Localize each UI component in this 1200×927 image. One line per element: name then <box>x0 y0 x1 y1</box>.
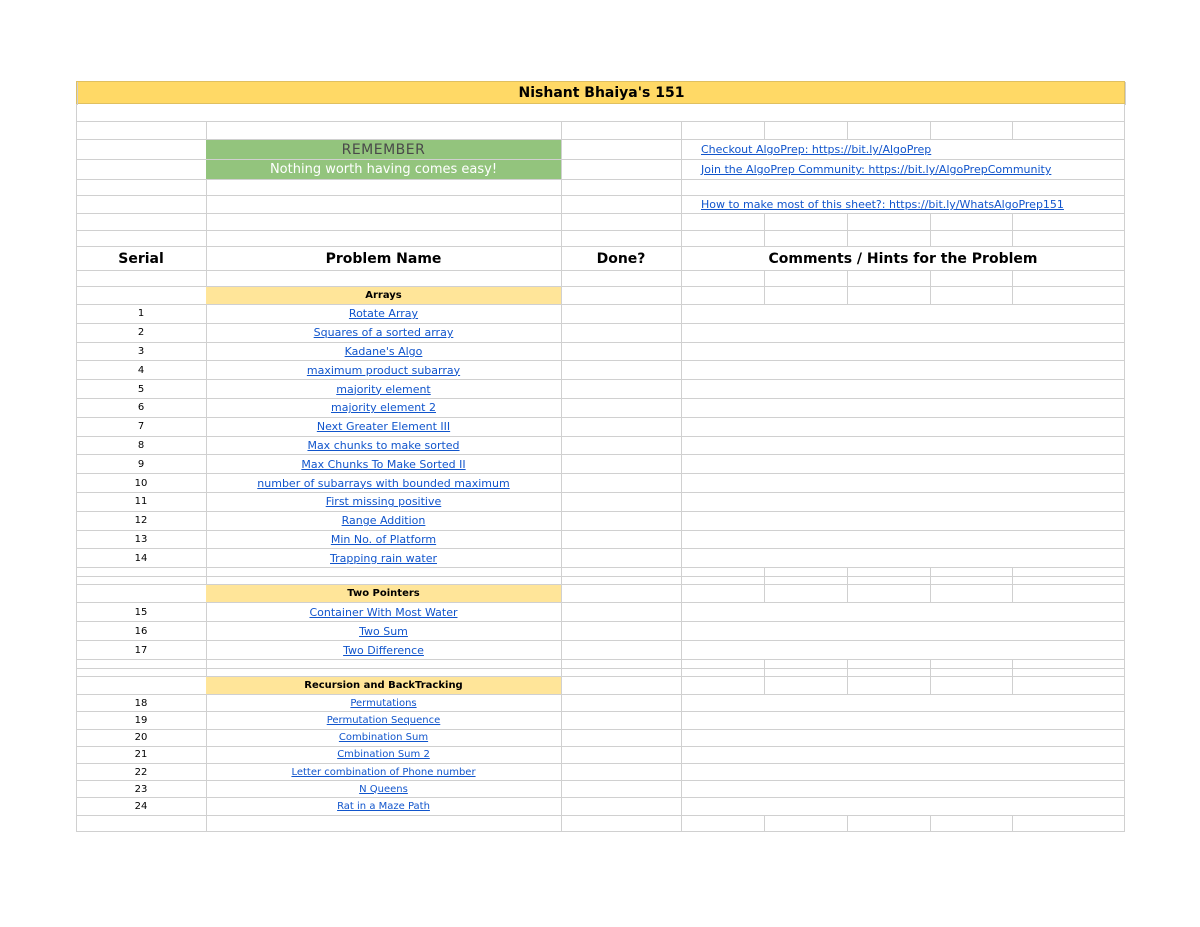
problem-link-cell <box>206 549 561 567</box>
empty-row <box>76 104 1125 122</box>
problem-row <box>76 712 1125 729</box>
grid-line <box>561 122 562 140</box>
problem-serial: 4 <box>137 364 145 376</box>
empty-row <box>76 568 1125 577</box>
problem-link[interactable]: majority element 2 <box>331 401 436 415</box>
remember-heading: REMEMBER <box>206 140 561 159</box>
problem-row <box>76 437 1125 456</box>
grid-line <box>561 568 562 577</box>
problem-link[interactable]: First missing positive <box>325 495 442 509</box>
community-link-cell <box>681 160 1125 179</box>
problem-link[interactable]: Permutation Sequence <box>326 714 441 726</box>
problem-serial: 16 <box>134 625 148 637</box>
problem-link-cell <box>206 493 561 511</box>
comment-cell[interactable] <box>681 343 1125 361</box>
grid-line <box>681 231 682 247</box>
grid-line <box>76 196 77 214</box>
grid-line <box>930 660 931 669</box>
grid-line <box>561 231 562 247</box>
problem-serial: 3 <box>137 345 145 357</box>
grid-line <box>561 585 562 603</box>
problem-link[interactable]: Cmbination Sum 2 <box>337 749 430 761</box>
grid-line <box>764 816 765 832</box>
problem-row <box>76 493 1125 512</box>
problem-row <box>76 549 1125 568</box>
problem-link-cell <box>206 324 561 342</box>
grid-line <box>1124 669 1125 677</box>
grid-line <box>1124 180 1125 196</box>
grid-line <box>1124 104 1125 122</box>
done-cell[interactable] <box>561 695 681 711</box>
grid-line <box>1012 271 1013 287</box>
problem-serial: 6 <box>137 402 145 414</box>
grid-line <box>847 287 848 305</box>
problem-serial: 22 <box>134 766 148 778</box>
grid-line <box>930 669 931 677</box>
column-header-row <box>76 247 1125 271</box>
grid-line <box>930 287 931 305</box>
done-cell[interactable] <box>561 324 681 342</box>
grid-line <box>1012 816 1013 832</box>
grid-line <box>681 677 682 695</box>
grid-line <box>930 214 931 231</box>
grid-line <box>1012 231 1013 247</box>
problem-link-cell <box>206 695 561 711</box>
grid-line <box>561 140 562 160</box>
grid-line <box>847 660 848 669</box>
problem-serial: 2 <box>137 327 145 339</box>
grid-line <box>1012 669 1013 677</box>
grid-line <box>206 669 207 677</box>
comment-cell[interactable] <box>681 747 1125 763</box>
empty-row <box>76 214 1125 231</box>
grid-line <box>1124 231 1125 247</box>
grid-line <box>1124 568 1125 577</box>
grid-line <box>1124 122 1125 140</box>
done-cell[interactable] <box>561 380 681 398</box>
grid-line <box>847 271 848 287</box>
problem-link-cell <box>206 730 561 746</box>
grid-line <box>206 816 207 832</box>
done-cell[interactable] <box>561 512 681 530</box>
algoprep-link-cell <box>681 140 1125 159</box>
grid-line <box>561 677 562 695</box>
empty-row <box>76 577 1125 585</box>
problem-link-cell <box>206 305 561 323</box>
problem-row <box>76 343 1125 362</box>
done-cell[interactable] <box>561 549 681 567</box>
grid-line <box>76 160 77 180</box>
empty-row <box>76 669 1125 677</box>
problem-serial: 12 <box>134 515 148 527</box>
problem-row <box>76 781 1125 798</box>
problem-link[interactable]: Rat in a Maze Path <box>337 800 430 812</box>
grid-line <box>1124 816 1125 832</box>
empty-row <box>76 180 1125 196</box>
done-cell[interactable] <box>561 437 681 455</box>
problem-row <box>76 695 1125 712</box>
problem-link-cell <box>206 747 561 763</box>
problem-link[interactable]: Trapping rain water <box>330 551 437 565</box>
comment-cell[interactable] <box>681 695 1125 711</box>
grid-line <box>206 271 207 287</box>
problem-link-cell <box>206 380 561 398</box>
comment-cell[interactable] <box>681 305 1125 323</box>
done-cell[interactable] <box>561 712 681 728</box>
section-row <box>76 677 1125 695</box>
problem-row <box>76 474 1125 493</box>
grid-line <box>76 585 77 603</box>
problem-serial: 13 <box>134 533 148 545</box>
problem-link[interactable]: Combination Sum <box>338 732 429 744</box>
community-link[interactable]: Join the AlgoPrep Community: https://bit.ly/AlgoPrepCommunity <box>701 163 1052 176</box>
done-header: Done? <box>596 250 646 267</box>
remember-row <box>76 140 1125 160</box>
grid-line <box>930 568 931 577</box>
done-cell[interactable] <box>561 798 681 814</box>
done-cell[interactable] <box>561 361 681 379</box>
comment-cell[interactable] <box>681 380 1125 398</box>
grid-line <box>76 214 77 231</box>
grid-line <box>76 677 77 695</box>
comment-cell[interactable] <box>681 798 1125 814</box>
grid-line <box>1124 214 1125 231</box>
grid-line <box>76 577 77 585</box>
serial-header: Serial <box>118 250 164 267</box>
howto-link[interactable]: How to make most of this sheet?: https://bit.ly/WhatsAlgoPrep151 <box>701 198 1064 211</box>
done-cell[interactable] <box>561 493 681 511</box>
grid-line <box>681 568 682 577</box>
grid-line <box>764 568 765 577</box>
grid-line <box>76 287 77 305</box>
problem-link-cell <box>206 399 561 417</box>
grid-line <box>1012 122 1013 140</box>
comment-cell[interactable] <box>681 361 1125 379</box>
problem-link-cell <box>206 474 561 492</box>
title-row <box>76 81 1125 104</box>
problem-link[interactable]: Container With Most Water <box>309 605 458 619</box>
problem-link[interactable]: Max chunks to make sorted <box>307 438 460 452</box>
problem-serial: 10 <box>134 477 148 489</box>
grid-line <box>764 660 765 669</box>
done-cell[interactable] <box>561 305 681 323</box>
problem-link[interactable]: Letter combination of Phone number <box>291 766 476 778</box>
comment-cell[interactable] <box>681 781 1125 797</box>
grid-line <box>764 577 765 585</box>
grid-line <box>206 577 207 585</box>
grid-line <box>847 669 848 677</box>
problem-serial: 21 <box>134 749 148 761</box>
empty-row <box>76 271 1125 287</box>
problem-link[interactable]: Next Greater Element III <box>316 420 451 434</box>
grid-line <box>930 271 931 287</box>
problem-row <box>76 764 1125 781</box>
section-header: Recursion and BackTracking <box>206 677 561 694</box>
grid-line <box>76 122 77 140</box>
grid-line <box>764 122 765 140</box>
problem-serial: 14 <box>134 552 148 564</box>
section-row <box>76 585 1125 603</box>
problem-link[interactable]: majority element <box>336 382 431 396</box>
problem-header: Problem Name <box>325 250 442 267</box>
grid-line <box>206 568 207 577</box>
grid-line <box>1012 577 1013 585</box>
grid-line <box>561 816 562 832</box>
problem-serial: 1 <box>137 308 145 320</box>
grid-line <box>930 816 931 832</box>
spreadsheet <box>76 81 1125 830</box>
problem-serial: 8 <box>137 439 145 451</box>
grid-line <box>764 287 765 305</box>
comments-header: Comments / Hints for the Problem <box>768 250 1038 267</box>
grid-line <box>764 271 765 287</box>
comment-cell[interactable] <box>681 455 1125 473</box>
grid-line <box>206 231 207 247</box>
grid-line <box>561 577 562 585</box>
grid-line <box>561 660 562 669</box>
grid-line <box>76 231 77 247</box>
grid-line <box>206 196 207 214</box>
grid-line <box>681 287 682 305</box>
done-cell[interactable] <box>561 531 681 549</box>
grid-line <box>1012 568 1013 577</box>
problem-link[interactable]: number of subarrays with bounded maximum <box>257 476 510 490</box>
comment-cell[interactable] <box>681 437 1125 455</box>
grid-line <box>206 180 207 196</box>
problem-serial: 11 <box>134 496 148 508</box>
problem-link[interactable]: Range Addition <box>341 514 426 528</box>
grid-line <box>76 568 77 577</box>
comment-cell[interactable] <box>681 493 1125 511</box>
grid-line <box>76 271 77 287</box>
grid-line <box>764 231 765 247</box>
grid-line <box>76 180 77 196</box>
grid-line <box>561 160 562 180</box>
motivation-tagline: Nothing worth having comes easy! <box>206 160 561 179</box>
grid-line <box>847 585 848 603</box>
comment-cell[interactable] <box>681 418 1125 436</box>
problem-link[interactable]: Squares of a sorted array <box>313 326 454 340</box>
grid-line <box>1012 677 1013 695</box>
problem-serial: 17 <box>134 644 148 656</box>
grid-line <box>561 669 562 677</box>
comment-cell[interactable] <box>681 764 1125 780</box>
comment-cell[interactable] <box>681 603 1125 621</box>
problem-link[interactable]: Max Chunks To Make Sorted II <box>301 457 466 471</box>
problem-link-cell <box>206 437 561 455</box>
problem-link[interactable]: Two Sum <box>359 624 408 638</box>
problem-serial: 20 <box>134 732 148 744</box>
grid-line <box>930 577 931 585</box>
grid-line <box>681 585 682 603</box>
problem-link-cell <box>206 798 561 814</box>
problem-row <box>76 798 1125 815</box>
comment-cell[interactable] <box>681 712 1125 728</box>
done-cell[interactable] <box>561 747 681 763</box>
problem-link-cell <box>206 603 561 621</box>
grid-line <box>1124 677 1125 695</box>
grid-line <box>930 231 931 247</box>
tagline-row <box>76 160 1125 180</box>
problem-link-cell <box>206 531 561 549</box>
grid-line <box>1012 585 1013 603</box>
problem-link-cell <box>206 343 561 361</box>
grid-line <box>1012 214 1013 231</box>
problem-serial: 7 <box>137 421 145 433</box>
grid-line <box>561 180 562 196</box>
problem-link[interactable]: Two Difference <box>343 643 424 657</box>
problem-link-cell <box>206 641 561 659</box>
done-cell[interactable] <box>561 730 681 746</box>
problem-row <box>76 622 1125 641</box>
comment-cell[interactable] <box>681 730 1125 746</box>
grid-line <box>847 214 848 231</box>
problem-row <box>76 380 1125 399</box>
algoprep-link[interactable]: Checkout AlgoPrep: https://bit.ly/AlgoPrep <box>701 143 932 156</box>
problem-link[interactable]: Kadane's Algo <box>344 344 423 358</box>
grid-line <box>76 104 77 122</box>
grid-line <box>1012 287 1013 305</box>
grid-line <box>930 122 931 140</box>
grid-line <box>930 677 931 695</box>
grid-line <box>847 568 848 577</box>
grid-line <box>206 122 207 140</box>
problem-serial: 19 <box>134 714 148 726</box>
section-row <box>76 287 1125 305</box>
done-cell[interactable] <box>561 418 681 436</box>
problem-serial: 5 <box>137 383 145 395</box>
problem-serial: 15 <box>134 606 148 618</box>
grid-line <box>681 122 682 140</box>
comment-cell[interactable] <box>681 531 1125 549</box>
grid-line <box>847 816 848 832</box>
comment-cell[interactable] <box>681 512 1125 530</box>
problem-serial: 23 <box>134 783 148 795</box>
problem-row <box>76 531 1125 550</box>
problem-link[interactable]: Rotate Array <box>348 307 419 321</box>
section-header: Two Pointers <box>206 585 561 602</box>
comment-cell[interactable] <box>681 549 1125 567</box>
grid-line <box>764 669 765 677</box>
problem-link-cell <box>206 512 561 530</box>
comment-cell[interactable] <box>681 641 1125 659</box>
grid-line <box>764 585 765 603</box>
grid-line <box>681 816 682 832</box>
grid-line <box>847 231 848 247</box>
grid-line <box>76 669 77 677</box>
problem-row <box>76 603 1125 622</box>
done-cell[interactable] <box>561 622 681 640</box>
grid-line <box>1124 271 1125 287</box>
grid-line <box>681 660 682 669</box>
problem-serial: 18 <box>134 697 148 709</box>
grid-line <box>681 577 682 585</box>
grid-line <box>561 214 562 231</box>
problem-row <box>76 641 1125 660</box>
comment-cell[interactable] <box>681 474 1125 492</box>
done-cell[interactable] <box>561 399 681 417</box>
grid-line <box>206 660 207 669</box>
problem-link[interactable]: Min No. of Platform <box>330 532 437 546</box>
problem-row <box>76 418 1125 437</box>
problem-link-cell <box>206 622 561 640</box>
grid-line <box>76 660 77 669</box>
problem-link-cell <box>206 418 561 436</box>
grid-line <box>764 214 765 231</box>
grid-line <box>561 271 562 287</box>
grid-line <box>681 669 682 677</box>
grid-line <box>1012 660 1013 669</box>
problem-link-cell <box>206 361 561 379</box>
grid-line <box>206 214 207 231</box>
done-cell[interactable] <box>561 781 681 797</box>
problem-row <box>76 730 1125 747</box>
howto-row <box>76 196 1125 214</box>
problem-row <box>76 305 1125 324</box>
sheet-title: Nishant Bhaiya's 151 <box>518 84 685 101</box>
grid-line <box>76 140 77 160</box>
comment-cell[interactable] <box>681 622 1125 640</box>
grid-line <box>681 180 682 196</box>
empty-row <box>76 660 1125 669</box>
done-cell[interactable] <box>561 603 681 621</box>
problem-link-cell <box>206 764 561 780</box>
empty-row <box>76 816 1125 832</box>
problem-serial: 9 <box>137 458 145 470</box>
problem-row <box>76 399 1125 418</box>
grid-line <box>1124 585 1125 603</box>
problem-link-cell <box>206 712 561 728</box>
problem-row <box>76 455 1125 474</box>
problem-link[interactable]: Permutations <box>350 697 417 709</box>
grid-line <box>930 585 931 603</box>
grid-line <box>681 271 682 287</box>
howto-link-cell <box>681 196 1125 213</box>
grid-line <box>847 677 848 695</box>
done-cell[interactable] <box>561 641 681 659</box>
problem-link[interactable]: N Queens <box>359 783 408 795</box>
problem-row <box>76 747 1125 764</box>
grid-line <box>561 287 562 305</box>
grid-line <box>681 214 682 231</box>
done-cell[interactable] <box>561 764 681 780</box>
grid-line <box>561 196 562 214</box>
grid-line <box>76 816 77 832</box>
done-cell[interactable] <box>561 474 681 492</box>
empty-row <box>76 122 1125 140</box>
empty-row <box>76 231 1125 247</box>
problem-row <box>76 361 1125 380</box>
problem-row <box>76 324 1125 343</box>
done-cell[interactable] <box>561 455 681 473</box>
comment-cell[interactable] <box>681 399 1125 417</box>
grid-line <box>1124 660 1125 669</box>
grid-line <box>1124 577 1125 585</box>
problem-link-cell <box>206 455 561 473</box>
problem-serial: 24 <box>134 800 148 812</box>
problem-link-cell <box>206 781 561 797</box>
grid-line <box>1124 287 1125 305</box>
section-header: Arrays <box>206 287 561 304</box>
problem-row <box>76 512 1125 531</box>
comment-cell[interactable] <box>681 324 1125 342</box>
grid-line <box>847 122 848 140</box>
done-cell[interactable] <box>561 343 681 361</box>
grid-line <box>764 677 765 695</box>
problem-link[interactable]: maximum product subarray <box>306 363 461 377</box>
grid-line <box>847 577 848 585</box>
